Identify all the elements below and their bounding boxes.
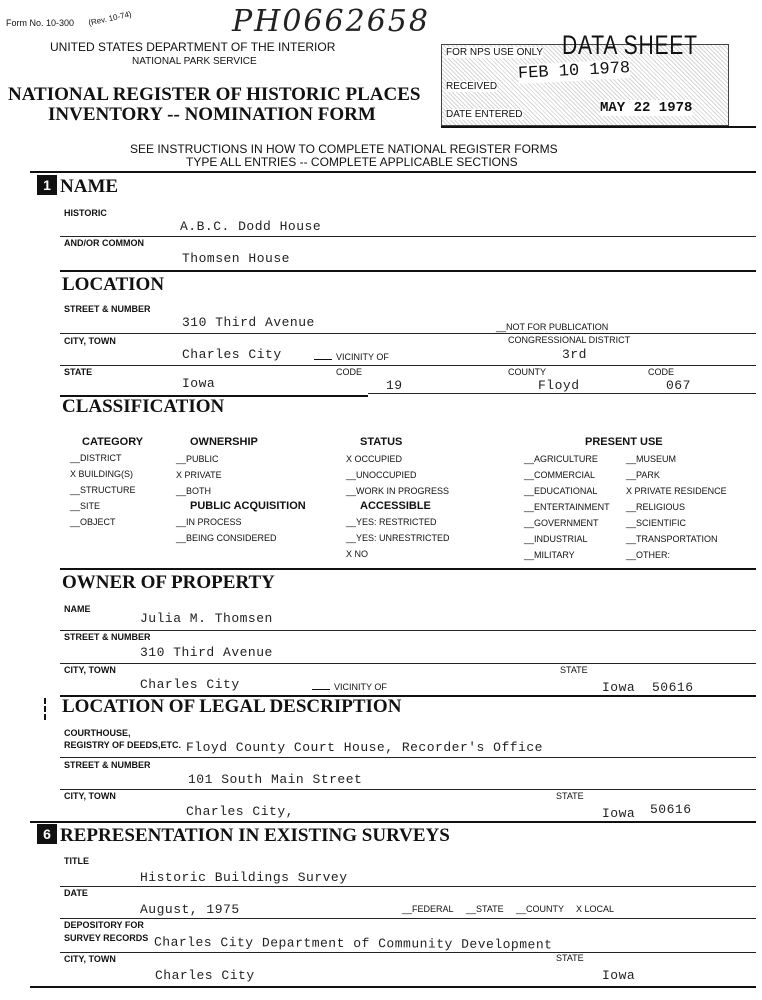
owner-vicinity-label: VICINITY OF <box>312 682 387 692</box>
legal-zip: 50616 <box>650 802 692 817</box>
not-for-publication: __NOT FOR PUBLICATION <box>496 322 609 332</box>
use-museum: __MUSEUM <box>626 454 677 464</box>
vicinity-label: VICINITY OF <box>314 352 389 362</box>
street-label: STREET & NUMBER <box>64 304 151 314</box>
category-object: __OBJECT <box>70 517 116 527</box>
depository-label-1: DEPOSITORY FOR <box>64 920 144 930</box>
field-rule <box>60 365 756 366</box>
use-other: __OTHER: <box>626 550 671 560</box>
survey-city-label: CITY, TOWN <box>64 954 116 964</box>
section-rule <box>60 568 756 570</box>
section-name-label: NAME <box>60 176 119 197</box>
state-value: Iowa <box>182 376 216 391</box>
legal-state-value: Iowa <box>602 806 636 821</box>
survey-county: __COUNTY <box>516 904 565 914</box>
category-district: __DISTRICT <box>70 453 122 463</box>
use-transportation: __TRANSPORTATION <box>626 534 718 544</box>
field-rule <box>60 789 756 790</box>
field-rule <box>368 393 756 394</box>
survey-date-value: August, 1975 <box>140 902 240 917</box>
acquisition-in-process: __IN PROCESS <box>176 517 242 527</box>
handwritten-reference-number: PH0662658 <box>232 4 430 39</box>
legal-city-label: CITY, TOWN <box>64 791 116 801</box>
form-revision: (Rev. 10-74) <box>87 9 133 28</box>
courthouse-value: Floyd County Court House, Recorder's Office <box>186 740 543 755</box>
category-site: __SITE <box>70 501 101 511</box>
section-classification-title: CLASSIFICATION <box>62 396 225 417</box>
use-educational: __EDUCATIONAL <box>524 486 598 496</box>
received-label: RECEIVED <box>446 81 498 92</box>
survey-title-label: TITLE <box>64 856 89 866</box>
field-rule <box>60 886 756 887</box>
owner-zip: 50616 <box>652 680 694 695</box>
data-sheet-stamp: DATA SHEET <box>562 30 698 60</box>
received-date-stamp: FEB 10 1978 <box>517 59 631 84</box>
owner-state-value: Iowa <box>602 680 636 695</box>
section-name-title <box>37 175 118 198</box>
category-buildings: X BUILDING(S) <box>70 469 134 479</box>
status-unoccupied: __UNOCCUPIED <box>346 470 417 480</box>
legal-state-label: STATE <box>556 791 584 801</box>
use-agriculture: __AGRICULTURE <box>524 454 598 464</box>
accessible-no: X NO <box>346 549 369 559</box>
survey-title-value: Historic Buildings Survey <box>140 870 348 885</box>
county-label: COUNTY <box>508 367 546 377</box>
use-scientific: __SCIENTIFIC <box>626 518 687 528</box>
date-entered-label: DATE ENTERED <box>446 109 523 120</box>
section-owner-title: OWNER OF PROPERTY <box>62 572 275 593</box>
section-marker <box>44 698 48 720</box>
accessible-unrestricted: __YES: UNRESTRICTED <box>346 533 450 543</box>
survey-date-label: DATE <box>64 888 88 898</box>
legal-street-label: STREET & NUMBER <box>64 760 151 770</box>
status-work-in-progress: __WORK IN PROGRESS <box>346 486 450 496</box>
date-entered-stamp: MAY 22 1978 <box>600 100 693 116</box>
field-rule <box>60 952 756 953</box>
section-legal-title: LOCATION OF LEGAL DESCRIPTION <box>62 696 402 717</box>
ownership-private: X PRIVATE <box>176 470 222 480</box>
common-name-label: AND/OR COMMON <box>64 238 144 248</box>
use-private-residence: X PRIVATE RESIDENCE <box>626 486 727 496</box>
field-rule <box>60 630 756 631</box>
legal-city-value: Charles City, <box>186 804 294 819</box>
section-rule <box>30 986 756 988</box>
field-rule <box>60 333 756 334</box>
section-location-title: LOCATION <box>62 274 165 295</box>
category-structure: __STRUCTURE <box>70 485 136 495</box>
use-entertainment: __ENTERTAINMENT <box>524 502 610 512</box>
department-name: UNITED STATES DEPARTMENT OF THE INTERIOR <box>50 40 336 54</box>
survey-state: __STATE <box>466 904 504 914</box>
use-park: __PARK <box>626 470 660 480</box>
state-code-label: CODE <box>336 367 363 377</box>
owner-name-label: NAME <box>64 604 91 614</box>
field-rule <box>60 663 756 664</box>
survey-local: X LOCAL <box>576 904 615 914</box>
street-value: 310 Third Avenue <box>182 315 315 330</box>
category-header: CATEGORY <box>82 436 144 448</box>
legal-street-value: 101 South Main Street <box>188 772 363 787</box>
section-number-badge: 6 <box>37 824 57 844</box>
owner-city-value: Charles City <box>140 677 240 692</box>
depository-value: Charles City Department of Community Development <box>153 934 553 953</box>
survey-state-label: STATE <box>556 953 584 963</box>
public-acquisition-header: PUBLIC ACQUISITION <box>190 500 306 512</box>
section-rule <box>30 171 756 173</box>
state-code-value: 19 <box>386 378 403 393</box>
use-government: __GOVERNMENT <box>524 518 599 528</box>
county-code-label: CODE <box>648 367 675 377</box>
service-name: NATIONAL PARK SERVICE <box>132 56 257 67</box>
field-rule <box>60 236 756 237</box>
status-occupied: X OCCUPIED <box>346 454 403 464</box>
nps-use-only-label: FOR NPS USE ONLY <box>446 47 544 58</box>
form-number: Form No. 10-300 <box>6 18 75 28</box>
status-header: STATUS <box>360 436 403 448</box>
owner-city-label: CITY, TOWN <box>64 665 116 675</box>
city-label: CITY, TOWN <box>64 336 116 346</box>
survey-city-value: Charles City <box>155 968 255 983</box>
field-rule <box>60 757 756 758</box>
registry-label: REGISTRY OF DEEDS,ETC. <box>64 740 182 750</box>
owner-street-value: 310 Third Avenue <box>140 645 273 660</box>
historic-label: HISTORIC <box>64 208 107 218</box>
ownership-both: __BOTH <box>176 486 212 496</box>
congressional-district-value: 3rd <box>562 347 587 362</box>
accessible-restricted: __YES: RESTRICTED <box>346 517 437 527</box>
owner-name-value: Julia M. Thomsen <box>140 611 273 626</box>
county-value: Floyd <box>538 378 580 393</box>
form-title-line2: INVENTORY -- NOMINATION FORM <box>48 104 376 125</box>
section-surveys-label: REPRESENTATION IN EXISTING SURVEYS <box>60 825 450 846</box>
use-industrial: __INDUSTRIAL <box>524 534 588 544</box>
instructions-line1: SEE INSTRUCTIONS IN HOW TO COMPLETE NATIONAL REGISTER FORMS <box>130 142 558 156</box>
owner-state-label: STATE <box>560 665 588 675</box>
survey-state-value: Iowa <box>602 968 636 983</box>
accessible-header: ACCESSIBLE <box>360 500 431 512</box>
use-religious: __RELIGIOUS <box>626 502 686 512</box>
section-surveys-title <box>37 824 450 847</box>
instructions-line2: TYPE ALL ENTRIES -- COMPLETE APPLICABLE SECTIONS <box>186 155 518 169</box>
courthouse-label: COURTHOUSE, <box>64 728 131 738</box>
owner-street-label: STREET & NUMBER <box>64 632 151 642</box>
historic-value: A.B.C. Dodd House <box>180 219 322 234</box>
section-rule <box>30 821 756 823</box>
congressional-district-label: CONGRESSIONAL DISTRICT <box>508 335 631 345</box>
county-code-value: 067 <box>666 378 691 393</box>
state-label: STATE <box>64 367 93 377</box>
survey-federal: __FEDERAL <box>402 904 454 914</box>
section-number-badge: 1 <box>37 175 57 195</box>
field-rule <box>60 918 756 919</box>
use-commercial: __COMMERCIAL <box>524 470 596 480</box>
ownership-header: OWNERSHIP <box>190 436 258 448</box>
header-rule <box>441 126 756 128</box>
depository-label-2: SURVEY RECORDS <box>64 933 149 943</box>
common-name-value: Thomsen House <box>182 251 290 266</box>
city-value: Charles City <box>182 347 282 362</box>
section-rule <box>60 270 756 272</box>
ownership-public: __PUBLIC <box>176 454 219 464</box>
use-military: __MILITARY <box>524 550 575 560</box>
form-title-line1: NATIONAL REGISTER OF HISTORIC PLACES <box>8 84 421 105</box>
acquisition-being-considered: __BEING CONSIDERED <box>176 533 277 543</box>
present-use-header: PRESENT USE <box>585 436 663 448</box>
